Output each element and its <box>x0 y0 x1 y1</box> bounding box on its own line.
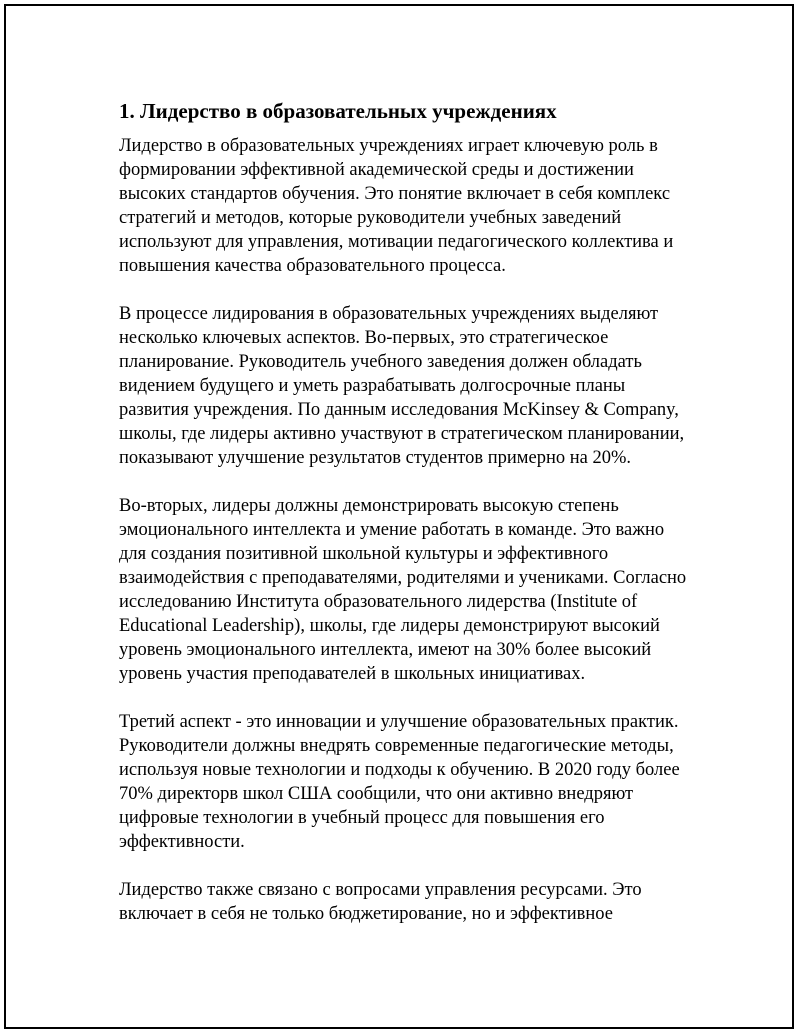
section-heading: 1. Лидерство в образовательных учреждениях <box>119 99 557 123</box>
paragraph-2: В процессе лидирования в образовательных учреждениях выделяют несколько ключевых аспектов. Во-первых, это стратегическое планирование. Руководитель учебного заведения должен обладать видением будущего и уметь разрабатывать долгосрочные планы развития учреждения. По данным исследования McKinsey & Company, школы, где лидеры активно участвуют в стратегическом планировании, показывают улучшение результатов студентов примерно на 20%. <box>119 304 685 468</box>
paragraph-3: Во-вторых, лидеры должны демонстрировать высокую степень эмоционального интеллекта и умение работать в команде. Это важно для создания позитивной школьной культуры и эффективного взаимодействия с преподавателями, родителями и учениками. Согласно исследованию Института образовательного лидерства (Institute of Educational Leadership), школы, где лидеры демонстрируют высокий уровень эмоционального интеллекта, имеют на 30% более высокий уровень участия преподавателей в школьных инициативах. <box>119 496 687 684</box>
paragraph-5: Лидерство также связано с вопросами управления ресурсами. Это включает в себя не только бюджетирование, но и эффективное <box>119 880 642 924</box>
document-page <box>4 4 794 1029</box>
document-body <box>119 98 699 950</box>
paragraph-4: Третий аспект - это инновации и улучшение образовательных практик. Руководители должны внедрять современные педагогические методы, используя новые технологии и подходы к обучению. В 2020 году более 70% директорв школ США сообщили, что они активно внедряют цифровые технологии в учебный процесс для повышения его эффективности. <box>119 712 680 852</box>
paragraph-1: Лидерство в образовательных учреждениях играет ключевую роль в формировании эффективной академической среды и достижении высоких стандартов обучения. Это понятие включает в себя комплекс стратегий и методов, которые руководители учебных заведений используют для управления, мотивации педагогического коллектива и повышения качества образовательного процесса. <box>119 136 674 276</box>
